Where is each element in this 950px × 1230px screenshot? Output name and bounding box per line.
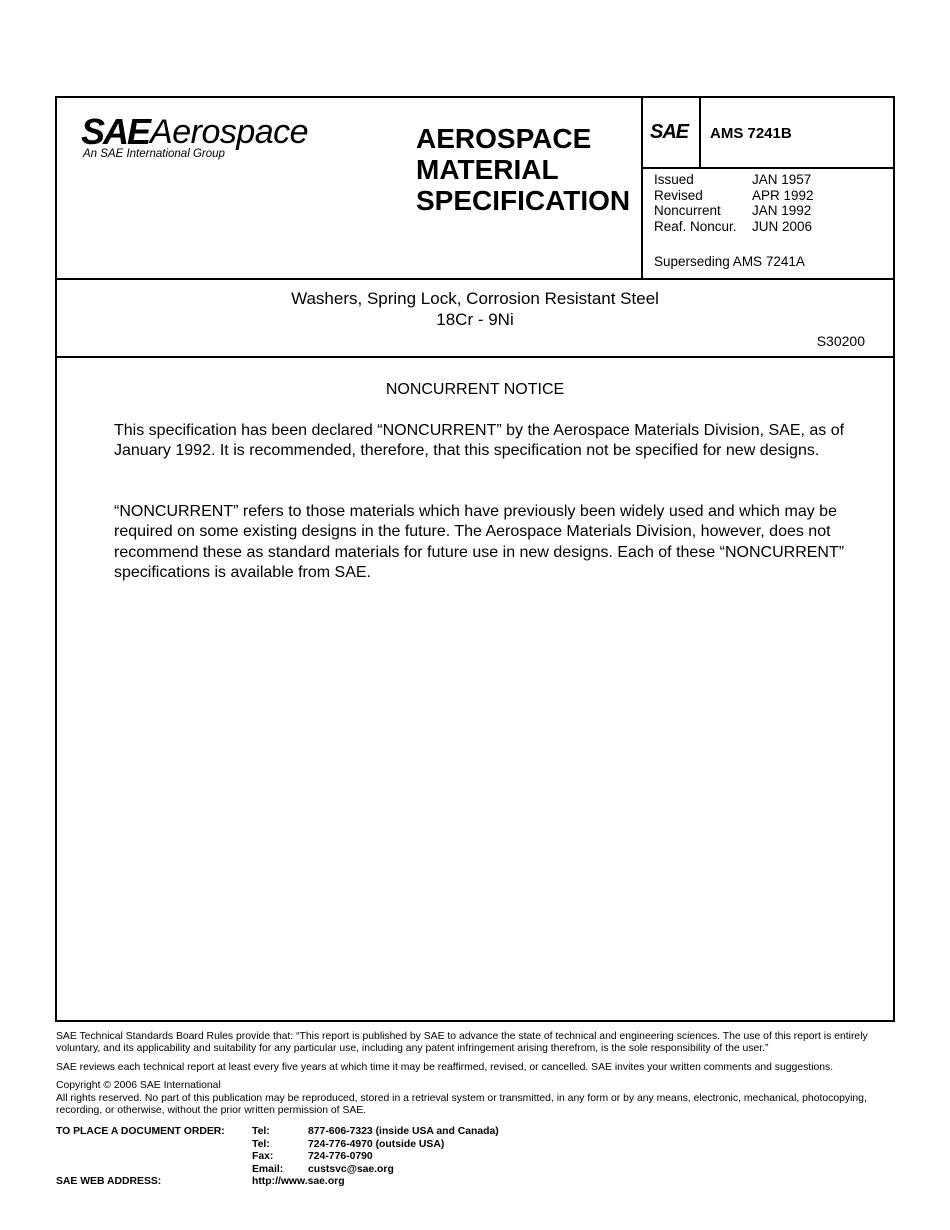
- footer-rules: SAE Technical Standards Board Rules provide that: “This report is published by SAE to advance the state of technical and engineering sciences. The use of this report is entirely voluntary, and its applicability and suitability for any particular use, including any patent infringement arising therefrom, is the sole responsibility of the user.”: [56, 1031, 868, 1055]
- uns-number: S30200: [816, 333, 865, 349]
- contact-value: 724-776-4970 (outside USA): [308, 1138, 445, 1150]
- document-number: AMS 7241B: [710, 125, 792, 142]
- subject-bottom-rule: [57, 356, 893, 358]
- logo-tagline: An SAE International Group: [83, 148, 225, 160]
- superseding-note: Superseding AMS 7241A: [654, 254, 805, 269]
- date-table: [654, 172, 814, 234]
- date-label: Reaf. Noncur.: [654, 218, 737, 234]
- date-value: APR 1992: [752, 187, 814, 203]
- title-line: AEROSPACE: [416, 123, 592, 154]
- date-row: [654, 172, 814, 188]
- contact-label: Fax:: [252, 1151, 274, 1163]
- notice-paragraph: This specification has been declared “NONCURRENT” by the Aerospace Materials Division, SAE, as of January 1992. It is recommended, therefore, that this specification not be specified for new designs.: [114, 422, 845, 460]
- date-row: [654, 203, 814, 219]
- footer-review: SAE reviews each technical report at least every five years at which time it may be reaffirmed, revised, or cancelled. SAE invites your written comments and suggestions.: [56, 1062, 834, 1073]
- notice-paragraph: “NONCURRENT” refers to those materials which have previously been widely used and which may be required on some existing designs in the future. The Aerospace Materials Division, however, does not recommend these as standard materials for future use in new designs. Each of these “NONCURRENT” specifications is available from SAE.: [114, 503, 845, 582]
- date-row: [654, 188, 814, 204]
- title-line: MATERIAL: [416, 154, 559, 185]
- sae-mark-divider: [699, 98, 701, 168]
- header-bottom-rule: [57, 278, 893, 280]
- sae-aerospace-logo: [81, 111, 309, 160]
- subject-line: Washers, Spring Lock, Corrosion Resistant Steel: [291, 289, 659, 308]
- web-address-link[interactable]: http://www.sae.org: [252, 1176, 345, 1188]
- document-subject: [57, 288, 893, 330]
- date-label: Noncurrent: [654, 203, 721, 218]
- date-label: Issued: [654, 172, 694, 187]
- title-line: SPECIFICATION: [416, 185, 631, 216]
- contact-value: 724-776-0790: [308, 1151, 373, 1163]
- footer-rights: All rights reserved. No part of this publication may be reproduced, stored in a retrieval system or transmitted, in any form or by any means, electronic, mechanical, photocopying, recording, or otherwise, without the prior written permission of SAE.: [56, 1093, 867, 1117]
- number-box-divider: [641, 167, 893, 169]
- date-value: JAN 1992: [752, 203, 812, 218]
- document-type-title: [416, 123, 644, 216]
- date-value: JUN 2006: [752, 218, 813, 234]
- logo-brand: SAE: [81, 111, 150, 152]
- order-label: TO PLACE A DOCUMENT ORDER:: [56, 1126, 225, 1137]
- contact-value: 877-606-7323 (inside USA and Canada): [308, 1126, 499, 1137]
- notice-title: NONCURRENT NOTICE: [385, 381, 565, 398]
- date-row: [654, 219, 814, 235]
- sae-mark-logo: SAE: [650, 121, 689, 143]
- document-frame: [55, 96, 895, 1022]
- contact-label: Tel:: [252, 1138, 270, 1150]
- web-address-label: SAE WEB ADDRESS:: [56, 1176, 162, 1188]
- contact-label: Tel:: [252, 1126, 270, 1137]
- subject-line: 18Cr - 9Ni: [436, 310, 514, 329]
- contact-label: Email:: [252, 1163, 284, 1175]
- logo-name: Aerospace: [150, 113, 309, 151]
- date-value: JAN 1957: [752, 172, 812, 187]
- date-label: Revised: [654, 187, 703, 203]
- footer-copyright: Copyright © 2006 SAE International: [56, 1080, 221, 1091]
- email-link[interactable]: custsvc@sae.org: [308, 1163, 394, 1175]
